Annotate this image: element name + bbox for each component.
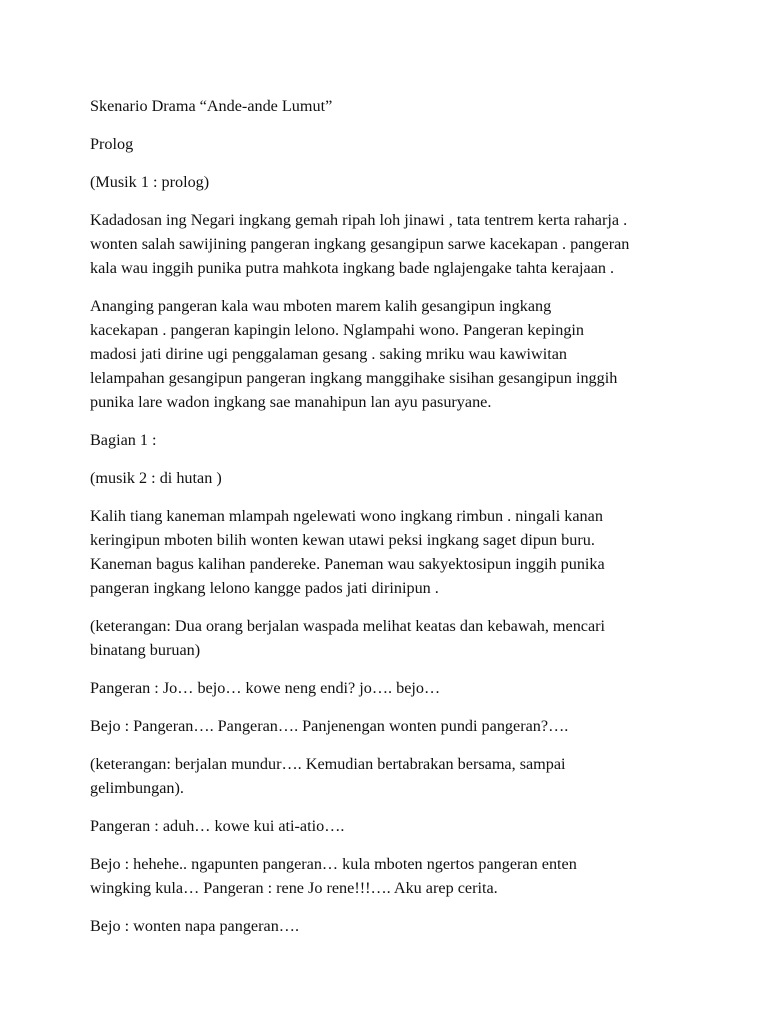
paragraph bbox=[90, 504, 690, 600]
text-line: pangeran ingkang lelono kangge pados jati dirinipun . bbox=[90, 579, 439, 597]
document-body bbox=[90, 132, 690, 938]
text-line: Skenario Drama “Ande-ande Lumut” bbox=[90, 97, 333, 115]
text-line: (musik 2 : di hutan ) bbox=[90, 469, 222, 487]
paragraph bbox=[90, 814, 690, 838]
paragraph bbox=[90, 208, 690, 280]
text-line: punika lare wadon ingkang sae manahipun lan ayu pasuryane. bbox=[90, 393, 492, 411]
text-line: Kaneman bagus kalihan pandereke. Paneman wau sakyektosipun inggih punika bbox=[90, 555, 605, 573]
paragraph bbox=[90, 914, 690, 938]
paragraph bbox=[90, 852, 690, 900]
document-title bbox=[90, 94, 690, 118]
text-line: Bagian 1 : bbox=[90, 431, 157, 449]
paragraph bbox=[90, 170, 690, 194]
text-line: Prolog bbox=[90, 135, 134, 153]
text-line: Ananging pangeran kala wau mboten marem kalih gesangipun ingkang bbox=[90, 297, 552, 315]
text-line: Kalih tiang kaneman mlampah ngelewati wono ingkang rimbun . ningali kanan bbox=[90, 507, 603, 525]
paragraph bbox=[90, 714, 690, 738]
text-line: (keterangan: Dua orang berjalan waspada melihat keatas dan kebawah, mencari bbox=[90, 617, 606, 635]
paragraph bbox=[90, 294, 690, 414]
paragraph bbox=[90, 676, 690, 700]
document-page bbox=[90, 94, 690, 952]
text-line: Bejo : Pangeran…. Pangeran…. Panjenengan wonten pundi pangeran?…. bbox=[90, 717, 569, 735]
text-line: gelimbungan). bbox=[90, 779, 184, 797]
text-line: wingking kula… Pangeran : rene Jo rene!!!…. Aku arep cerita. bbox=[90, 879, 498, 897]
text-line: (keterangan: berjalan mundur…. Kemudian bertabrakan bersama, sampai bbox=[90, 755, 566, 773]
text-line: Bejo : hehehe.. ngapunten pangeran… kula mboten ngertos pangeran enten bbox=[90, 855, 577, 873]
text-line: Kadadosan ing Negari ingkang gemah ripah loh jinawi , tata tentrem kerta raharja . bbox=[90, 211, 628, 229]
text-line: Bejo : wonten napa pangeran…. bbox=[90, 917, 300, 935]
paragraph bbox=[90, 614, 690, 662]
text-line: keringipun mboten bilih wonten kewan utawi peksi ingkang saget dipun buru. bbox=[90, 531, 595, 549]
text-line: Pangeran : Jo… bejo… kowe neng endi? jo…. bejo… bbox=[90, 679, 441, 697]
text-line: kala wau inggih punika putra mahkota ingkang bade nglajengake tahta kerajaan . bbox=[90, 259, 615, 277]
text-line: (Musik 1 : prolog) bbox=[90, 173, 210, 191]
text-line: madosi jati dirine ugi penggalaman gesang . saking mriku wau kawiwitan bbox=[90, 345, 567, 363]
text-line: kacekapan . pangeran kapingin lelono. Nglampahi wono. Pangeran kepingin bbox=[90, 321, 585, 339]
paragraph bbox=[90, 132, 690, 156]
paragraph bbox=[90, 428, 690, 452]
paragraph bbox=[90, 466, 690, 490]
text-line: lelampahan gesangipun pangeran ingkang manggihake sisihan gesangipun inggih bbox=[90, 369, 618, 387]
paragraph bbox=[90, 752, 690, 800]
text-line: binatang buruan) bbox=[90, 641, 201, 659]
text-line: Pangeran : aduh… kowe kui ati-atio…. bbox=[90, 817, 345, 835]
text-line: wonten salah sawijining pangeran ingkang gesangipun sarwe kacekapan . pangeran bbox=[90, 235, 630, 253]
